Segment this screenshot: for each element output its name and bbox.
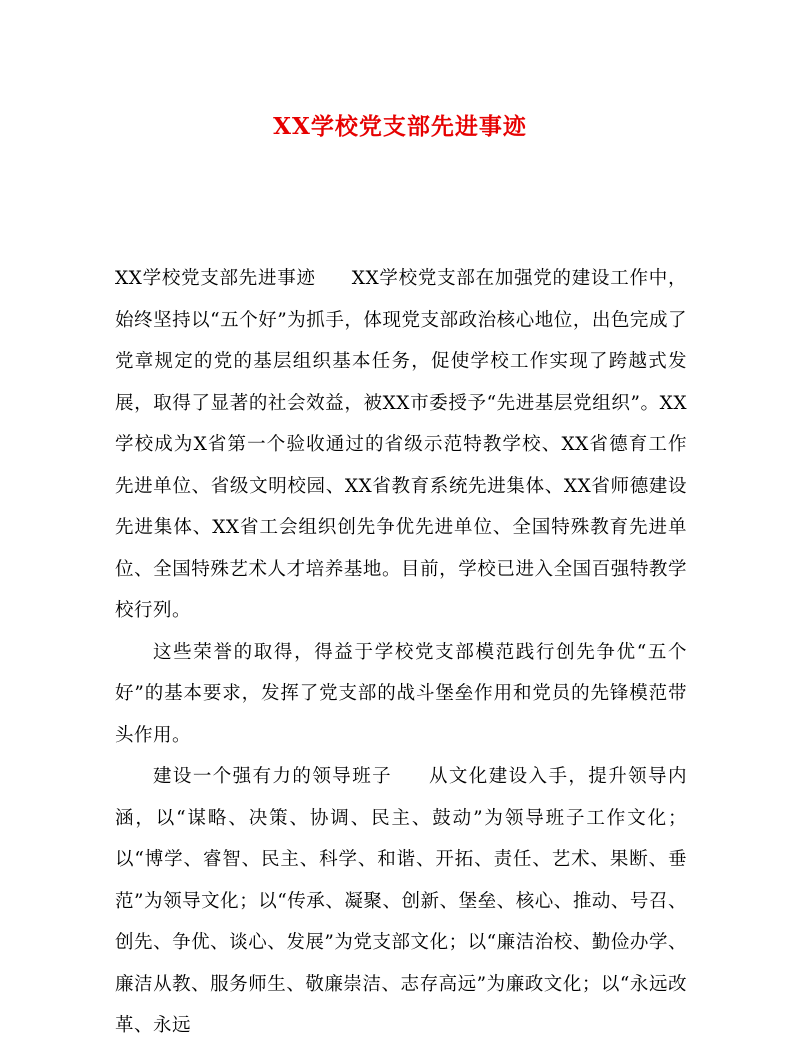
paragraph-text: 从文化建设入手，提升领导内涵，以“谋略、决策、协调、民主、鼓动”为领导班子工作文化；以“博学、睿智、民主、科学、和谐、开拓、责任、艺术、果断、垂范”为领导文化；以“传承、凝聚、创新、堡垒、核心、推动、号召、创先、争优、谈心、发展”为党支部文化；以“廉洁治校、勤俭办学、廉洁从教、服务师生、敬廉崇洁、志存高远”为廉政文化；以“永远改革、永远 — [115, 766, 687, 1036]
paragraph-intro — [115, 258, 687, 632]
document-body — [115, 258, 687, 1047]
paragraph-lead: 建设一个强有力的领导班子 — [153, 766, 393, 787]
paragraph-lead: XX学校党支部先进事迹 — [115, 268, 316, 289]
paragraph-leadership — [115, 756, 687, 1047]
paragraph-text: XX学校党支部在加强党的建设工作中，始终坚持以“五个好”为抓手，体现党支部政治核心地位，出色完成了党章规定的党的基层组织基本任务，促使学校工作实现了跨越式发展，取得了显著的社会效益，被XX市委授予“先进基层党组织”。XX学校成为X省第一个验收通过的省级示范特教学校、XX省德育工作先进单位、省级文明校园、XX省教育系统先进集体、XX省师德建设先进集体、XX省工会组织创先争优先进单位、全国特殊教育先进单位、全国特殊艺术人才培养基地。目前，学校已进入全国百强特教学校行列。 — [115, 268, 688, 621]
document-title: XX学校党支部先进事迹 — [273, 113, 527, 140]
paragraph-honors: 这些荣誉的取得，得益于学校党支部模范践行创先争优“五个好”的基本要求，发挥了党支部的战斗堡垒作用和党员的先锋模范带头作用。 — [115, 641, 687, 746]
